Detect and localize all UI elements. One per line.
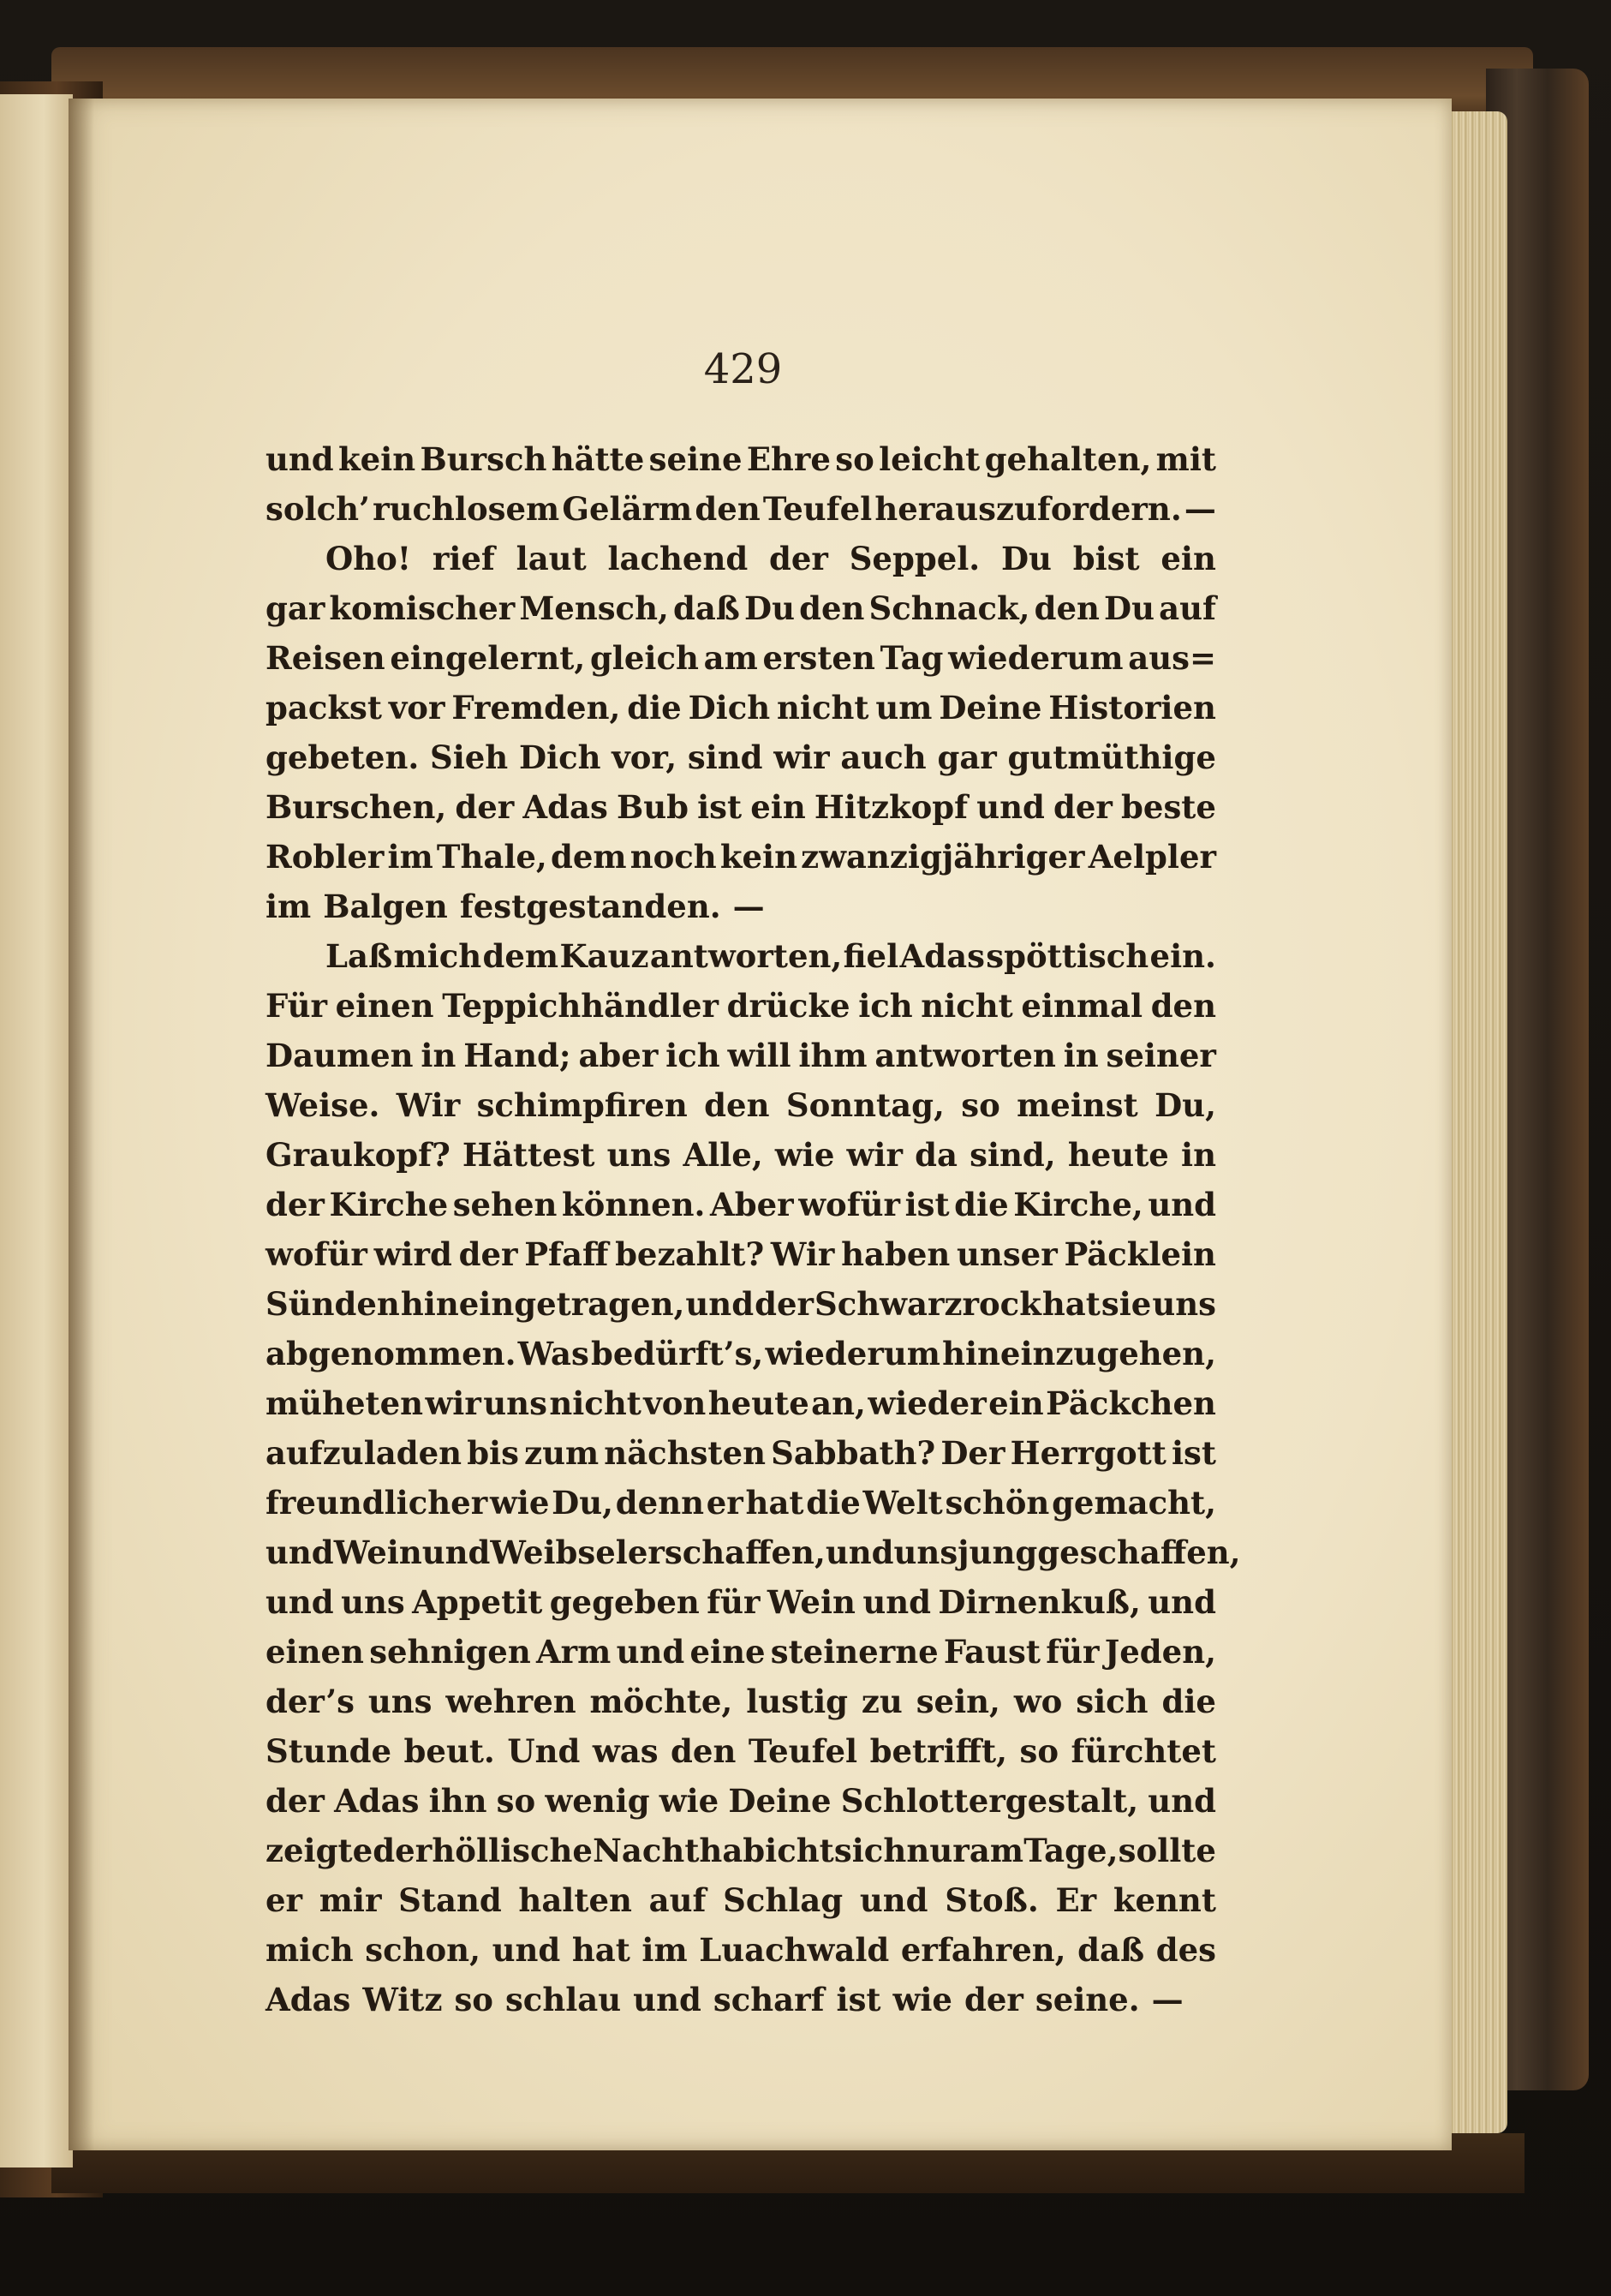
- text-line: Robler im Thale, dem noch kein zwanzigjähriger Aelpler: [266, 838, 1216, 876]
- text-line: einen sehnigen Arm und eine steinerne Faust für Jeden,: [266, 1633, 1216, 1671]
- text-line: Daumen in Hand; aber ich will ihm antworten in seiner: [266, 1037, 1216, 1074]
- book-page: [69, 99, 1452, 2150]
- text-line: freundlicher wie Du, denn er hat die Welt schön gemacht,: [266, 1484, 1216, 1522]
- text-line: Reisen eingelernt, gleich am ersten Tag wiederum aus=: [266, 639, 1216, 677]
- text-line: er mir Stand halten auf Schlag und Stoß. Er kennt: [266, 1881, 1216, 1919]
- text-line: Laß mich dem Kauz antworten, fiel Adas spöttisch ein.: [325, 937, 1216, 975]
- text-line: und uns Appetit gegeben für Wein und Dirnenkuß, und: [266, 1583, 1216, 1621]
- text-line: mich schon, und hat im Luachwald erfahren, daß des: [266, 1931, 1216, 1969]
- body-text: [266, 434, 1241, 2024]
- text-line: Oho! rief laut lachend der Seppel. Du bist ein: [325, 540, 1216, 577]
- page-gutter-shadow: [69, 99, 94, 2150]
- text-line: zeigte der höllische Nachthabicht sich nur am Tage, sollte: [266, 1832, 1216, 1869]
- text-line: der’s uns wehren möchte, lustig zu sein, wo sich die: [266, 1683, 1216, 1720]
- page-number: 429: [703, 345, 783, 393]
- text-line: Burschen, der Adas Bub ist ein Hitzkopf und der beste: [266, 788, 1216, 826]
- facing-page-edge: [0, 94, 73, 2167]
- text-line: gebeten. Sieh Dich vor, sind wir auch gar gutmüthige: [266, 738, 1216, 776]
- text-line: der Kirche sehen können. Aber wofür ist die Kirche, und: [266, 1186, 1216, 1223]
- text-line: aufzuladen bis zum nächsten Sabbath? Der Herrgott ist: [266, 1434, 1216, 1472]
- text-line: müheten wir uns nicht von heute an, wieder ein Päckchen: [266, 1384, 1216, 1422]
- text-line: solch’ ruchlosem Gelärm den Teufel herauszufordern. —: [266, 490, 1216, 528]
- text-line: wofür wird der Pfaff bezahlt? Wir haben unser Päcklein: [266, 1235, 1216, 1273]
- text-line: Weise. Wir schimpfiren den Sonntag, so meinst Du,: [266, 1086, 1216, 1124]
- text-line: und Wein und Weibsel erschaffen, und uns jung geschaffen,: [266, 1534, 1241, 1571]
- text-line: und kein Bursch hätte seine Ehre so leicht gehalten, mit: [266, 440, 1216, 478]
- text-line: Sünden hineingetragen, und der Schwarzrock hat sie uns: [266, 1285, 1216, 1323]
- text-line: packst vor Fremden, die Dich nicht um Deine Historien: [266, 689, 1216, 726]
- text-line: Für einen Teppichhändler drücke ich nicht einmal den: [266, 987, 1216, 1025]
- text-line: der Adas ihn so wenig wie Deine Schlottergestalt, und: [266, 1782, 1216, 1820]
- text-line: im Balgen festgestanden. —: [266, 888, 765, 925]
- text-line: gar komischer Mensch, daß Du den Schnack, den Du auf: [266, 589, 1216, 627]
- text-line: abgenommen. Was bedürft’s, wiederum hineinzugehen,: [266, 1335, 1216, 1372]
- text-line: Graukopf? Hättest uns Alle, wie wir da sind, heute in: [266, 1136, 1216, 1174]
- text-line: Adas Witz so schlau und scharf ist wie der seine. —: [266, 1981, 1184, 2018]
- text-line: Stunde beut. Und was den Teufel betrifft, so fürchtet: [266, 1732, 1216, 1770]
